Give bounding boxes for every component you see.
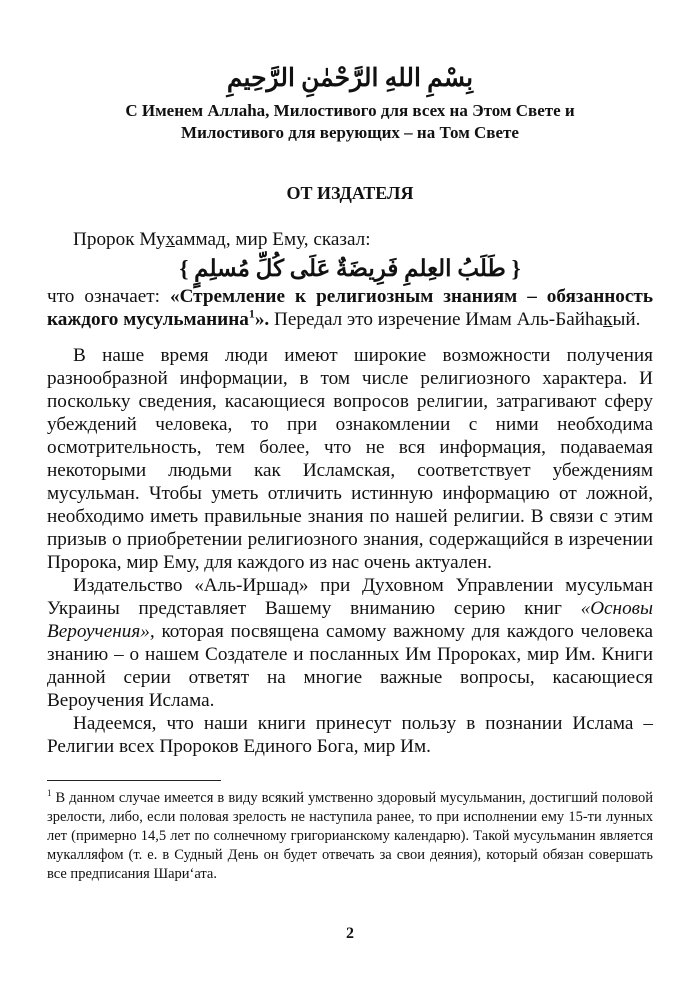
basmala-arabic: بِسْمِ اللهِ الرَّحْمٰنِ الرَّحِيمِ	[226, 65, 474, 92]
dedication-line-2: Милостивого для верующих – на Том Свете	[181, 123, 519, 142]
meaning-suffix-before: Передал это изречение Имам Аль-Байhа	[269, 309, 604, 330]
document-page	[47, 62, 653, 884]
footnote-mark: 1	[47, 788, 52, 799]
paragraph-2-after: которая посвящена самому важному для каждого человека знанию – о нашем Создателе и посланных Им Пророках, мир Им. Книги данной серии ответят на многие важные вопросы, касающиеся Вероучения Ислама.	[47, 621, 653, 711]
paragraph-3: Надеемся, что наши книги принесут пользу в познании Ислама – Религии всех Пророков Единого Бога, мир Им.	[47, 713, 653, 757]
meaning-quote-close: ».	[254, 309, 270, 330]
meaning-suffix-underlined: к	[603, 309, 613, 330]
hadith-arabic: { طَلَبُ العِلمِ فَرِيضَةٌ عَلَى كُلِّ مُسلِمٍ }	[179, 256, 521, 281]
dedication	[47, 100, 653, 144]
series-title: «Основы Вероучения»,	[47, 598, 653, 642]
footnote-text: В данном случае имеется в виду всякий умственно здоровый мусульманин, достигший половой зрелости, либо, если половая зрелость не наступила ранее, то при исполнении ему 15-ти лунных лет (примерно 14,5 лет по солнечному григорианскому календарю). Такой мусульманин является мукалляфом (т. е. в Судный День он будет отвечать за свои деяния), который обязан совершать все предписания Шари‘ата.	[47, 790, 653, 882]
footnote	[47, 789, 653, 884]
meaning-prefix: что означает:	[47, 286, 170, 307]
footnote-reference[interactable]: 1	[248, 306, 255, 321]
paragraph-2	[47, 574, 653, 712]
intro-text-before: Пророк Му	[73, 229, 166, 250]
paragraph-1: В наше время люди имеют широкие возможности получения разнообразной информации, в том числе религиозного характера. И поскольку сведения, касающиеся вопросов религии, затрагивают сферу убеждений человека, то при ознакомлении с ними необходима осмотрительность, тем более, что не вся информация, подаваемая некоторыми людьми как Исламская, соответствует убеждениям мусульман. Чтобы уметь отличить истинную информацию от ложной, необходимо иметь правильные знания по нашей религии. В связи с этим призыв о приобретении религиозного знания, содержащийся в изречении Пророка, мир Ему, для каждого из нас очень актуален.	[47, 345, 653, 573]
page-number: 2	[346, 925, 354, 942]
paragraph-2-before: Издательство «Аль-Иршад» при Духовном Управлении мусульман Украины представляет Вашему вниманию серию книг	[47, 575, 653, 619]
intro-line	[47, 228, 653, 251]
intro-text-after: аммад, мир Ему, сказал:	[174, 229, 371, 250]
footnote-divider	[47, 780, 221, 781]
dedication-line-1: С Именем Аллаhа, Милостивого для всех на Этом Свете и	[125, 101, 575, 120]
meaning-suffix-after: ый.	[612, 309, 641, 330]
meaning-quote-text: «Стремление к религиозным знаниям – обязанность каждого мусульманина	[47, 286, 653, 330]
meaning-paragraph	[47, 285, 653, 331]
intro-text-underlined: х	[165, 229, 175, 250]
page-title: ОТ ИЗДАТЕЛЯ	[286, 183, 414, 203]
